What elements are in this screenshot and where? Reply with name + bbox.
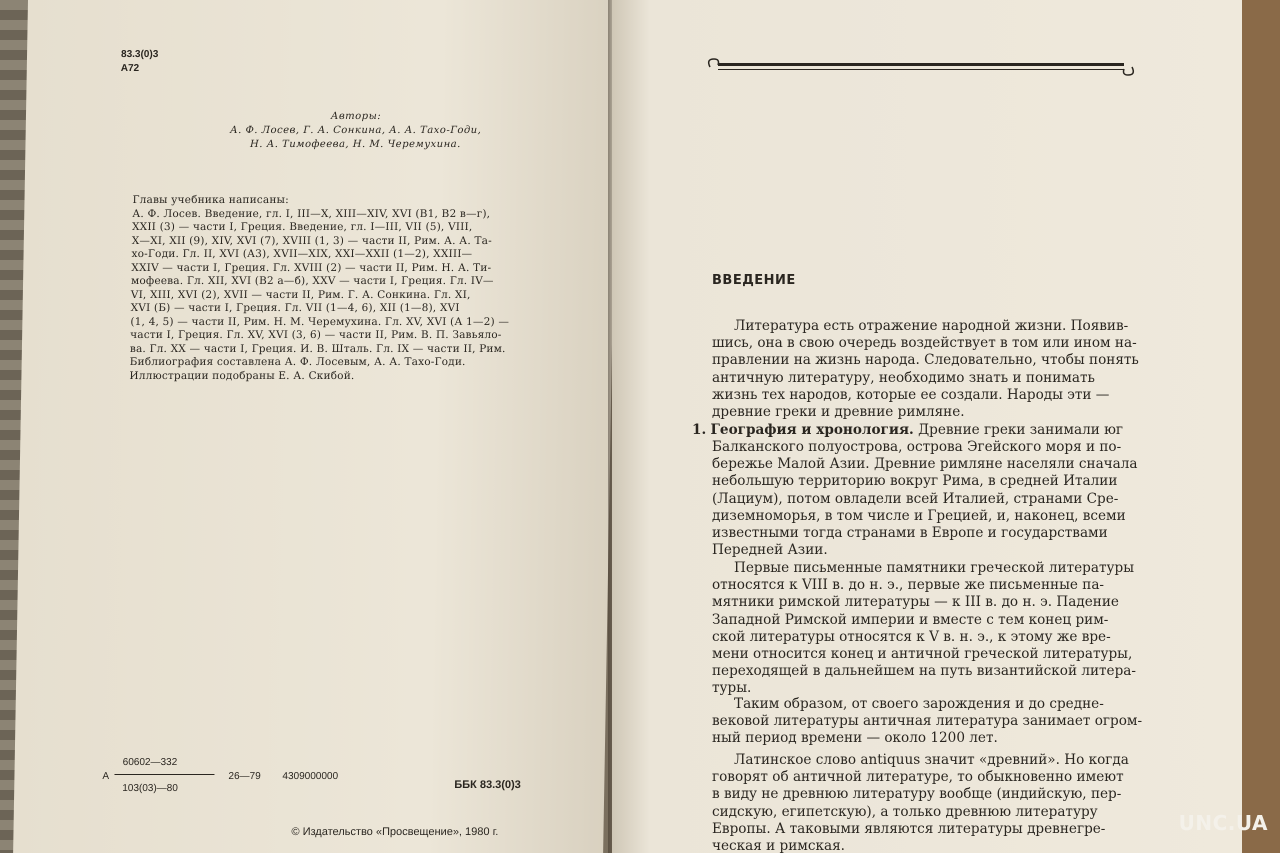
text-line: Библиография составлена А. Ф. Лосевым, А. А. Тахо-Годи. bbox=[129, 356, 466, 368]
text-line: Литература есть отражение народной жизни. Появив- bbox=[734, 318, 1129, 334]
text-line: древние греки и древние римляне. bbox=[712, 404, 965, 421]
text-line: Передней Азии. bbox=[712, 542, 828, 559]
text-line: Первые письменные памятники греческой литературы bbox=[734, 560, 1135, 576]
text-line: XXIV — части I, Греция. Гл. XVIII (2) — части II, Рим. Н. А. Ти- bbox=[131, 261, 492, 274]
site-watermark: UNC.UA bbox=[1178, 811, 1268, 835]
index-numerator: 60602—332 bbox=[122, 757, 178, 768]
text-line: сидскую, египетскую), а только древнюю литературу bbox=[712, 803, 1098, 820]
text-line: Балканского полуострова, острова Эгейского моря и по- bbox=[712, 439, 1122, 455]
chronology-paragraph bbox=[712, 560, 1136, 698]
text-line: мени относится конец и античной греческой литературы, bbox=[712, 646, 1133, 663]
text-line: ный период времени — около 1200 лет. bbox=[712, 730, 998, 747]
text-line: Европы. А таковыми являются литературы древнегре- bbox=[712, 820, 1106, 837]
text-line: XXII (3) — части I, Греция. Введение, гл. I—III, VII (5), VIII, bbox=[131, 221, 473, 233]
text-line: ческая и римская. bbox=[712, 838, 845, 853]
text-line: жизнь тех народов, которые ее создали. Народы эти — bbox=[712, 386, 1110, 403]
text-line: Таким образом, от своего зарождения и до средне- bbox=[734, 696, 1104, 712]
index-number: 4309000000 bbox=[282, 771, 339, 782]
text-line: А. Ф. Лосев. Введение, гл. I, III—X, XIII—XIV, XVI (В1, В2 в—г), bbox=[132, 207, 491, 220]
section-number: 1. bbox=[692, 422, 707, 438]
text-line: диземноморья, в том числе и Грецией, и, наконец, всеми bbox=[712, 507, 1126, 524]
text-line: туры. bbox=[712, 680, 752, 697]
period-paragraph bbox=[712, 696, 1142, 748]
text-line: в виду не древнюю литературу вообще (индийскую, пер- bbox=[712, 786, 1122, 803]
text-line: (1, 4, 5) — части II, Рим. Н. М. Черемухина. Гл. XV, XVI (А 1—2) — bbox=[130, 315, 510, 328]
authors-title: Авторы: bbox=[330, 111, 382, 122]
copyright-line: © Издательство «Просвещение», 1980 г. bbox=[291, 826, 499, 838]
fraction-line bbox=[114, 774, 214, 775]
text-line: античную литературу, необходимо знать и понимать bbox=[712, 369, 1095, 386]
text-line: говорят об античной литературе, то обыкновенно имеют bbox=[712, 769, 1124, 786]
text-line: Главы учебника написаны: bbox=[132, 194, 290, 206]
index-range: 26—79 bbox=[228, 771, 261, 782]
text-line: Западной Римской империи и вместе с тем конец рим- bbox=[712, 611, 1109, 628]
bbk-code: ББК 83.3(0)3 bbox=[454, 779, 521, 791]
text-line: X—XI, XII (9), XIV, XVI (7), XVIII (1, 3) — части II, Рим. А. А. Та- bbox=[131, 234, 493, 247]
index-denominator: 103(03)—80 bbox=[122, 783, 178, 794]
chapters-credits bbox=[129, 194, 511, 383]
author-mark: A72 bbox=[120, 63, 140, 74]
text-line: известными тогда странами в Европе и государствами bbox=[712, 525, 1108, 542]
antiquus-paragraph bbox=[712, 752, 1129, 853]
section-1 bbox=[692, 422, 1123, 439]
text-line: мятники римской литературы — к III в. до н. э. Падение bbox=[712, 594, 1119, 611]
text-line: вековой литературы античная литература занимает огром- bbox=[712, 713, 1143, 730]
geography-paragraph bbox=[712, 439, 1138, 559]
text-line: (Лациум), потом овладели всей Италией, странами Сре- bbox=[712, 490, 1119, 507]
authors-block bbox=[175, 110, 536, 152]
text-line: шись, она в свою очередь воздействует в том или ином на- bbox=[712, 335, 1137, 352]
authors-line: Н. А. Тимофеева, Н. М. Черемухина. bbox=[249, 139, 461, 150]
text-line: правлении на жизнь народа. Следовательно, чтобы понять bbox=[712, 352, 1139, 369]
section-first-line: Древние греки занимали юг bbox=[918, 422, 1124, 438]
text-line: ва. Гл. XX — части I, Греция. И. В. Шталь. Гл. IX — части II, Рим. bbox=[129, 342, 506, 355]
text-line: Латинское слово antiquus значит «древний». Но когда bbox=[734, 752, 1129, 768]
text-line: XVI (Б) — части I, Греция. Гл. VII (1—4, 6), XII (1—8), XVI bbox=[130, 302, 460, 314]
library-code-line: 83.3(0)3 bbox=[120, 49, 159, 60]
library-code bbox=[121, 48, 159, 76]
right-page bbox=[612, 0, 1242, 853]
text-line: переходящей в дальнейшем на путь византийской литера- bbox=[712, 663, 1136, 680]
section-title: География и хронология. bbox=[710, 422, 914, 438]
ornamental-rule bbox=[706, 55, 1136, 79]
text-line: VI, XIII, XVI (2), XVII — части II, Рим. Г. А. Сонкина. Гл. XI, bbox=[130, 288, 471, 301]
text-line: бережье Малой Азии. Древние римляне населяли сначала bbox=[712, 456, 1138, 473]
text-line: хо-Годи. Гл. II, XVI (А3), XVII—XIX, XXI—XXII (1—2), XXIII— bbox=[131, 248, 473, 260]
text-line: относятся к VIII в. до н. э., первые же письменные па- bbox=[712, 577, 1105, 594]
text-line: мофеева. Гл. XII, XVI (В2 а—б), XXV — части I, Греция. Гл. IV— bbox=[130, 275, 494, 287]
chapter-heading: ВВЕДЕНИЕ bbox=[712, 273, 796, 288]
text-line: небольшую территорию вокруг Рима, в средней Италии bbox=[712, 473, 1118, 490]
index-letter: А bbox=[102, 771, 110, 782]
text-line: ской литературы относятся к V в. н. э., к этому же вре- bbox=[712, 628, 1111, 645]
intro-paragraph bbox=[712, 318, 1139, 421]
authors-line: А. Ф. Лосев, Г. А. Сонкина, А. А. Тахо-Годи, bbox=[229, 125, 482, 136]
text-line: части I, Греция. Гл. XV, XVI (3, 6) — части II, Рим. В. П. Завьяло- bbox=[130, 329, 502, 341]
left-page bbox=[13, 0, 618, 853]
text-line: Иллюстрации подобраны Е. А. Скибой. bbox=[129, 369, 355, 382]
